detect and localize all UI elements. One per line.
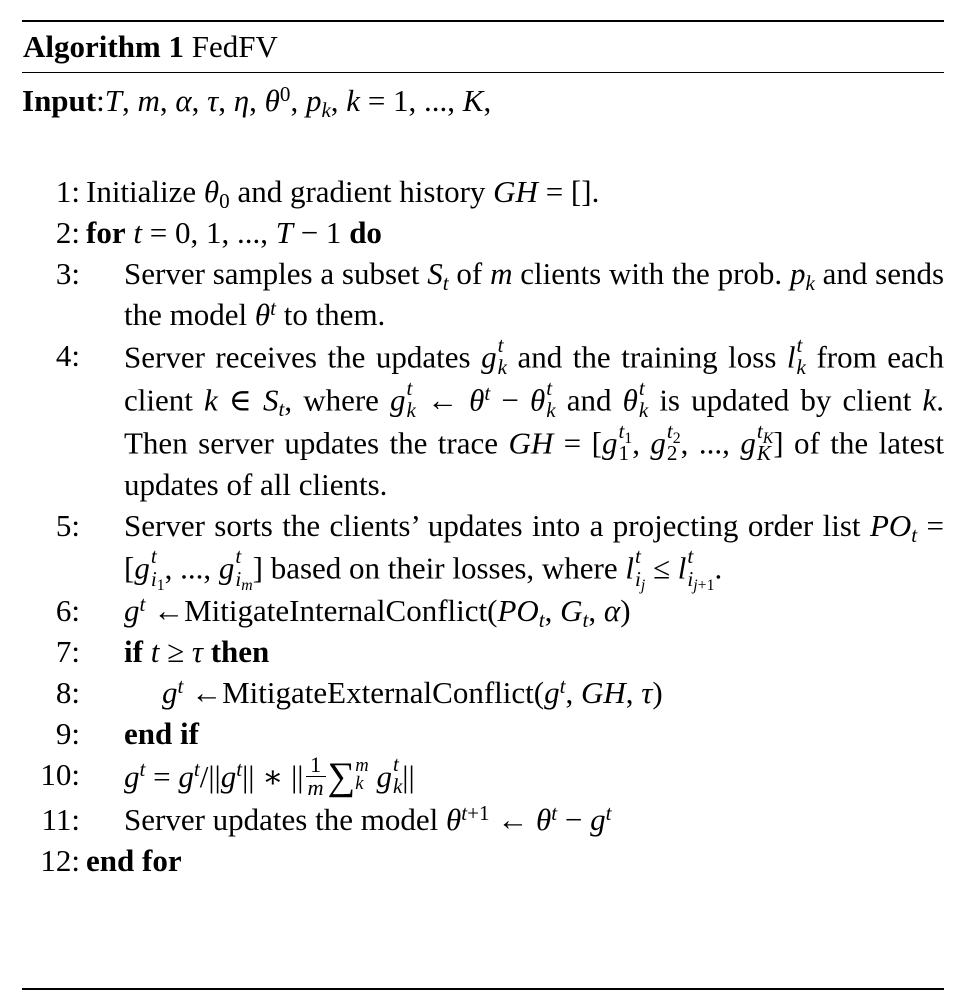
step-number: 11:: [41, 802, 80, 838]
step-9: [22, 713, 944, 754]
step-number: 6:: [55, 592, 80, 628]
algorithm-name: FedFV: [191, 29, 278, 64]
algorithm-box: [22, 20, 944, 129]
step-text: Server samples a subset $S_t$ of m clients with the prob. $p_k$ and sends the model $\theta^t$ to them.: [124, 256, 945, 332]
step-10: [22, 751, 944, 800]
step-12: [22, 840, 944, 881]
step-11: [22, 799, 944, 840]
step-4: [22, 335, 944, 505]
bottom-rule: [22, 988, 944, 990]
step-text: Server receives the updates g t k and the training loss l t k from each client k ∈ $S_t$, where g t k ← $\theta^t - \theta$ t k and θ t k is updated by client k. Then server updates the trace GH = [g $t_1$ 1 , g $t_2$ 2 , ..., g $t_K$ K ] of the latest updates of all clients.: [124, 333, 945, 503]
step-number: 12:: [40, 843, 80, 879]
input-line: [22, 73, 944, 129]
step-3: [22, 253, 944, 335]
step-8: [22, 672, 944, 713]
step-number: 9:: [55, 715, 80, 751]
input-label: Input: [22, 83, 97, 118]
step-text: end for: [86, 843, 182, 879]
step-number: 3:: [55, 256, 80, 291]
step-number: 2:: [55, 215, 80, 250]
step-text: $g^t = g^t/||g^t||$ ∗ || $\frac{1}{m}$ ∑ m k g t k ||: [124, 751, 415, 800]
step-number: 1:: [55, 174, 80, 209]
step-text: end if: [124, 715, 199, 751]
step-7: [22, 631, 944, 672]
step-text: $g^t$ $\leftarrow MitigateInternalConflict(PO_t$, $G_t$, α): [124, 591, 631, 632]
algorithm-caption: [22, 22, 944, 72]
step-text: Initialize $\theta_0$ and gradient history GH = [].: [86, 174, 600, 213]
algorithm-steps: [22, 171, 944, 881]
step-text: $g^t$ $\leftarrow MitigateExternalConflict(g^t$, GH, τ): [162, 673, 663, 710]
input-params: :T, m, α, τ, η, $\theta^0$, $p_k$, k = 1, ..., K,: [96, 81, 492, 122]
step-2: [22, 212, 944, 253]
step-text: Server sorts the clients’ updates into a projecting order list $PO_t = [g$ t $i_1$ , ..., g t $i_m$ ] based on their losses, where l t $i_j$ ≤ l t $i_{j+1}$ .: [124, 508, 945, 594]
step-1: [22, 171, 944, 212]
step-text: if t ≥ τ then: [124, 633, 270, 669]
step-number: 4:: [55, 338, 80, 373]
step-number: 5:: [55, 508, 80, 544]
algorithm-label: Algorithm 1: [23, 29, 185, 64]
step-5: [22, 505, 945, 594]
step-number: 10:: [40, 756, 80, 792]
step-number: 8:: [55, 674, 80, 710]
step-text: for t = 0, 1, ..., T − 1 do: [86, 215, 382, 250]
step-text: Server updates the model $\theta^{t+1}$ ← $\theta^t - g^t$: [124, 801, 612, 838]
step-6: [22, 590, 944, 631]
step-number: 7:: [55, 633, 80, 669]
